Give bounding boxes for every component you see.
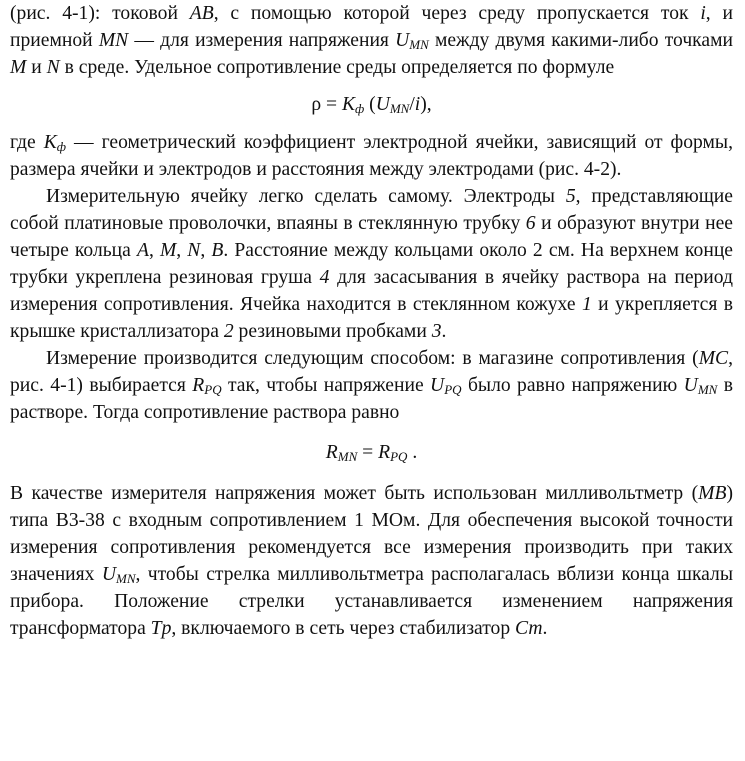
paragraph-millivoltmeter: В качестве измерителя напряжения может быть использован милливольтметр (MB) типа В3-38 с входным сопротивлением 1 МОм. Для обеспечения высокой точности измерения сопротивления рекомендуется все измерения производить при таких значениях $U_{MN}$, чтобы стрелка милливольтметра располагалась вблизи конца шкалы прибора. Положение стрелки устанавливается изменением напряжения трансформатора Tp, включаемого в сеть через стабилизатор Ст. <box>10 483 733 639</box>
paragraph-geometric-coefficient: где $K_ф$ — геометрический коэффициент электродной ячейки, зависящий от формы, размера ячейки и электродов и расстояния между электродами (рис. 4-2). <box>10 132 733 180</box>
paragraph-cell-construction: Измерительную ячейку легко сделать самому. Электроды 5, представляющие собой платиновые проволочки, впаяны в стеклянную трубку 6 и образуют внутри нее четыре кольца A, M, N, B. Расстояние между кольцами около 2 см. На верхнем конце трубки укреплена резиновая груша 4 для засасывания в ячейку раствора на период измерения сопротивления. Ячейка находится в стеклянном кожухе 1 и укрепляется в крышке кристаллизатора 2 резиновыми пробками 3. <box>10 186 734 342</box>
formula-resistivity: $\rho = K_ф$ $(U_{MN}/i)$, <box>311 94 432 116</box>
paragraph-electrodes-intro: (рис. 4-1): токовой AB, с помощью которой через среду пропускается ток i, и приемной MN — для измерения напряжения $U_{MN}$ между двумя какими-либо точками M и N в среде. Удельное сопротивление среды определяется по формуле <box>10 3 733 78</box>
formula-resistance-equality: $R_{MN} = R_{PQ}$ . <box>325 442 418 464</box>
paragraph-measurement-method: Измерение производится следующим способом: в магазине сопротивления (MC, рис. 4-1) выбирается $R_{PQ}$ так, чтобы напряжение $U_{PQ}$ было равно напряжению $U_{MN}$ в растворе. Тогда сопротивление раствора равно <box>10 348 733 423</box>
